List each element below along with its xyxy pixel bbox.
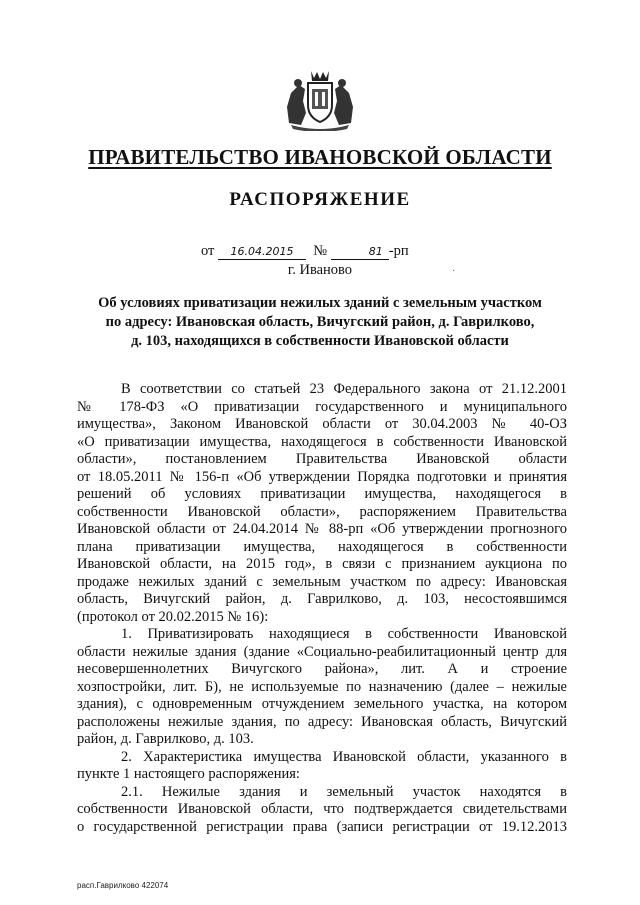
body-line: плана приватизации имущества, находящегося в собственности: [77, 538, 567, 555]
body-line: от 18.05.2011 № 156-п «Об утверждении Порядка подготовки и принятия: [77, 468, 567, 485]
body-line: имущества», Законом Ивановской области от 30.04.2003 № 40-ОЗ: [77, 416, 567, 432]
body-line: хозпостройки, лит. Б), не используемые по назначению (далее – нежилые: [77, 678, 567, 695]
subject-line: Об условиях приватизации нежилых зданий с земельным участком: [98, 295, 542, 311]
body-line: Ивановской области, на 2015 год», в связи с признанием аукциона по: [77, 556, 567, 572]
body-line: о государственной регистрации права (записи регистрации от 19.12.2013: [77, 818, 567, 835]
body-line: области», постановлением Правительства Ивановской области: [77, 451, 567, 467]
body-line: несовершеннолетних Вичугского района», лит. А и строение: [77, 661, 567, 677]
body-line: Ивановской области от 24.04.2014 № 88-рп «Об утверждении прогнозного: [77, 521, 567, 537]
body-line: «О приватизации имущества, находящегося в собственности Ивановской: [77, 433, 567, 450]
body-line: № 178-ФЗ «О приватизации государственного и муниципального: [77, 398, 567, 415]
document-type: РАСПОРЯЖЕНИЕ: [229, 189, 411, 210]
body-line: 2. Характеристика имущества Ивановской области, указанного в: [121, 748, 567, 765]
body-line: область, Вичугский район, д. Гаврилково, д. 103, несостоявшимся: [77, 591, 567, 607]
body-line: район, д. Гаврилково, д. 103.: [77, 731, 254, 747]
body-line: собственности Ивановской области, что подтверждается свидетельствами: [77, 801, 567, 817]
footer-code: расп.Гаврилково 422074: [77, 881, 169, 890]
body-line: собственности Ивановской области», распоряжением Правительства: [77, 503, 567, 520]
body-line: пункте 1 настоящего распоряжения:: [77, 766, 300, 782]
date-field: 16.04.2015: [218, 245, 306, 260]
ivanovo-coat-of-arms-icon: [281, 67, 359, 131]
body-line: В соответствии со статьей 23 Федерального закона от 21.12.2001: [121, 381, 567, 397]
body-line: 1. Приватизировать находящиеся в собственности Ивановской: [121, 626, 567, 642]
body-line: расположены нежилые здания, по адресу: Ивановская область, Вичугский: [77, 713, 567, 730]
city: г. Иваново: [287, 262, 353, 278]
body-line: (протокол от 20.02.2015 № 16):: [77, 608, 269, 625]
body-line: продаже нежилых зданий с земельным участком по адресу: Ивановская: [77, 573, 567, 590]
government-title: ПРАВИТЕЛЬСТВО ИВАНОВСКОЙ ОБЛАСТИ: [88, 145, 552, 169]
body-line: решений об условиях приватизации имущества, находящегося в: [77, 486, 567, 502]
body-line: здания), с одновременным отчуждением земельного участка, на котором: [77, 696, 567, 712]
document-body: [77, 381, 567, 836]
date-number-line: [201, 243, 409, 260]
number-field: 81: [331, 245, 389, 260]
date-prefix: от: [201, 243, 215, 259]
number-sign: №: [313, 243, 328, 259]
document-subject: [60, 294, 580, 351]
body-line: области нежилые здания (здание «Социально-реабилитационный центр для: [77, 643, 567, 660]
subject-line: д. 103, находящихся в собственности Ивановской области: [131, 333, 509, 349]
subject-line: по адресу: Ивановская область, Вичугский район, д. Гаврилково,: [105, 314, 535, 330]
number-suffix: -рп: [388, 243, 409, 259]
body-line: 2.1. Нежилые здания и земельный участок находятся в: [121, 783, 567, 800]
scan-mark: ·: [452, 266, 456, 277]
